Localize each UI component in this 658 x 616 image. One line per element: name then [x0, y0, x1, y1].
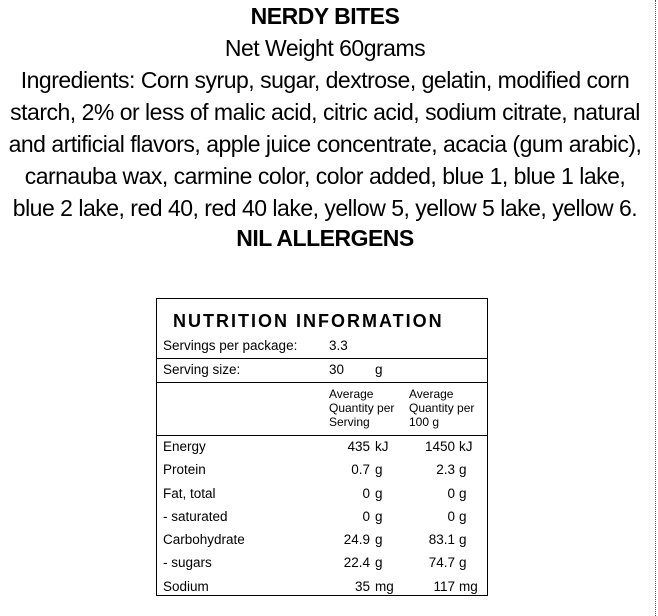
column-header-row [157, 382, 487, 435]
per-serving-value: 35 [354, 578, 370, 594]
per-100g-value: 0 [447, 485, 455, 501]
nutrient-label: Sodium [163, 578, 209, 594]
nutrient-label: Fat, total [163, 485, 216, 501]
per-100g-unit: g [459, 485, 467, 501]
per-serving-value: 0 [362, 485, 370, 501]
per-100g-value: 0 [447, 508, 455, 524]
per-100g-value: 83.1 [428, 532, 455, 548]
servings-label: Servings per package: [163, 338, 298, 353]
per-serving-unit: g [375, 532, 383, 548]
per-serving-unit: g [375, 508, 383, 524]
nutrition-title: NUTRITION INFORMATION [173, 311, 444, 331]
per-serving-value: 24.9 [343, 532, 370, 548]
table-row [157, 483, 487, 506]
per-100g-unit: g [459, 555, 467, 571]
table-row [157, 529, 487, 552]
per-100g-header: Average Quantity per 100 g [409, 387, 475, 429]
net-weight: Net Weight 60grams [224, 35, 426, 61]
page-edge-divider [655, 0, 656, 616]
nutrient-label: - sugars [163, 555, 212, 571]
servings-per-package-row [157, 335, 487, 358]
nutrition-information-panel [156, 298, 488, 596]
per-100g-value: 74.7 [428, 555, 455, 571]
ingredients-text: Ingredients: Corn syrup, sugar, dextrose, gelatin, modified corn starch, 2% or less of malic acid, citric acid, sodium citrate, natural and artificial flavors, apple juice concentrate, acacia (gum arabic), carnauba wax, carmine color, color added, blue 1, blue 1 lake, blue 2 lake, red 40, red 40 lake, yellow 5, yellow 5 lake, yellow 6. [8, 67, 642, 221]
per-100g-unit: g [459, 462, 467, 478]
serving-size-label: Serving size: [163, 362, 241, 377]
serving-size-unit: g [375, 362, 383, 377]
per-100g-unit: kJ [459, 439, 473, 454]
table-row [157, 576, 487, 599]
serving-size-row [157, 358, 487, 382]
per-100g-value: 117 [433, 578, 455, 594]
product-name: NERDY BITES [250, 3, 400, 29]
per-100g-value: 2.3 [436, 462, 455, 478]
servings-value: 3.3 [329, 338, 348, 353]
allergens-statement: NIL ALLERGENS [236, 225, 414, 251]
product-label [0, 0, 650, 254]
nutrient-label: Carbohydrate [163, 532, 245, 548]
per-100g-unit: g [459, 508, 467, 524]
per-serving-value: 0 [362, 508, 370, 524]
serving-size-value: 30 [329, 362, 345, 377]
table-row [157, 552, 487, 575]
per-serving-unit: g [375, 485, 383, 501]
nutrient-label: - saturated [163, 508, 228, 524]
per-serving-value: 435 [347, 439, 370, 454]
per-serving-unit: kJ [375, 439, 389, 454]
nutrient-label: Energy [163, 439, 206, 454]
table-row [157, 459, 487, 482]
per-serving-unit: g [375, 555, 383, 571]
per-serving-value: 0.7 [351, 462, 370, 478]
nutrient-rows [157, 435, 487, 599]
per-serving-header: Average Quantity per Serving [329, 387, 395, 429]
nutrient-label: Protein [163, 462, 206, 478]
per-serving-unit: mg [375, 578, 394, 594]
per-100g-unit: mg [459, 578, 478, 594]
table-row [157, 506, 487, 529]
per-100g-value: 1450 [424, 439, 455, 454]
per-100g-unit: g [459, 532, 467, 548]
table-row [157, 436, 487, 459]
per-serving-value: 22.4 [343, 555, 370, 571]
per-serving-unit: g [375, 462, 383, 478]
